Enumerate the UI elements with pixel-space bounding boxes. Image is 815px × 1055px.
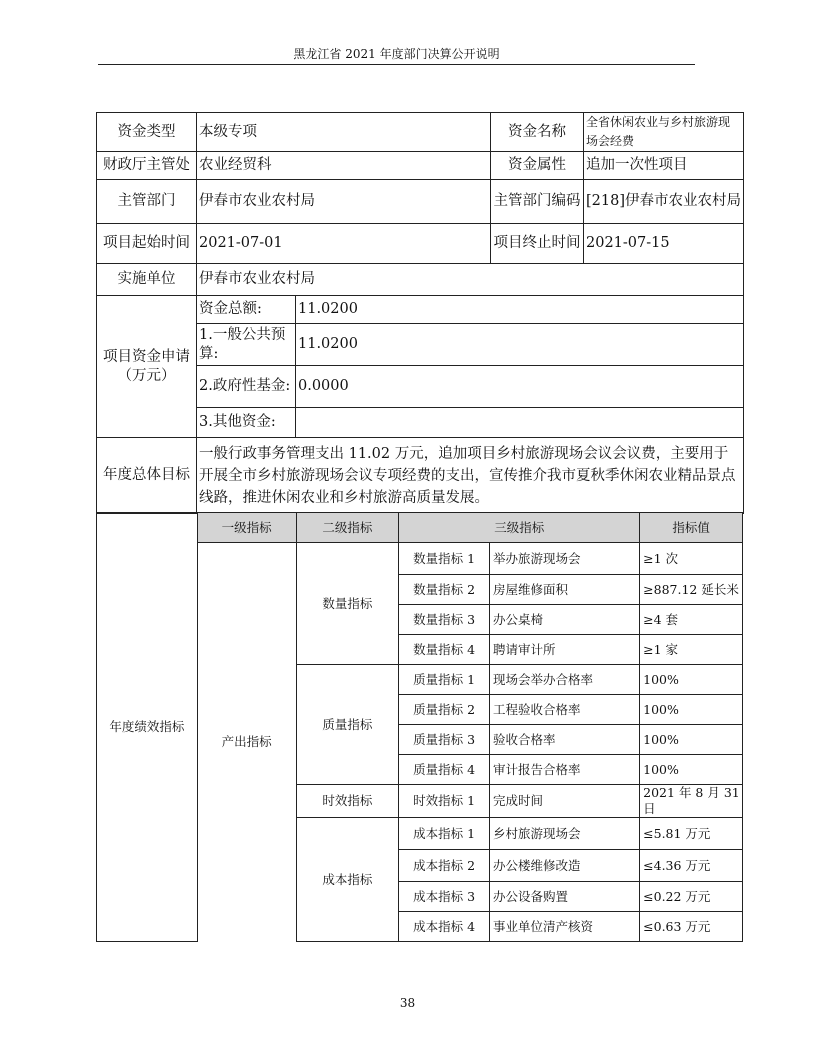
output-indicator-label: 产出指标 <box>197 543 296 942</box>
group-name-quantity: 数量指标 <box>296 543 399 665</box>
total-label: 资金总额: <box>197 296 296 324</box>
indicator-code: 时效指标 1 <box>399 785 490 818</box>
fund-attr-value: 追加一次性项目 <box>584 152 744 180</box>
fund-apply-label: 项目资金申请（万元） <box>97 296 197 438</box>
annual-perf-label: 年度绩效指标 <box>97 513 198 942</box>
group-name-timeliness: 时效指标 <box>296 785 399 818</box>
indicator-code: 数量指标 2 <box>399 575 490 605</box>
general-budget-label: 1.一般公共预算: <box>197 324 296 366</box>
dept-label: 主管部门 <box>97 180 197 224</box>
indicator-name: 房屋维修面积 <box>489 575 639 605</box>
indicator-code: 成本指标 3 <box>399 882 490 912</box>
general-budget-value: 11.0200 <box>296 324 744 366</box>
fund-name-value: 全省休闲农业与乡村旅游现场会经费 <box>584 113 744 152</box>
end-date-value: 2021-07-15 <box>584 224 744 264</box>
header-level2: 二级指标 <box>296 513 399 543</box>
indicator-value: ≤0.63 万元 <box>640 912 743 942</box>
other-fund-value <box>296 408 744 438</box>
indicator-value: ≤4.36 万元 <box>640 850 743 882</box>
indicator-code: 质量指标 4 <box>399 755 490 785</box>
start-date-label: 项目起始时间 <box>97 224 197 264</box>
dept-value: 伊春市农业农村局 <box>197 180 491 224</box>
indicator-name: 现场会举办合格率 <box>489 665 639 695</box>
indicator-code: 成本指标 2 <box>399 850 490 882</box>
indicator-name: 办公楼维修改造 <box>489 850 639 882</box>
indicator-value: 2021 年 8 月 31 日 <box>640 785 743 818</box>
other-fund-label: 3.其他资金: <box>197 408 296 438</box>
indicator-code: 数量指标 3 <box>399 605 490 635</box>
page-number: 38 <box>399 996 416 1010</box>
gov-fund-value: 0.0000 <box>296 366 744 408</box>
indicator-name: 验收合格率 <box>489 725 639 755</box>
indicator-code: 质量指标 3 <box>399 725 490 755</box>
header-level1: 一级指标 <box>197 513 296 543</box>
indicator-name: 办公设备购置 <box>489 882 639 912</box>
indicator-code: 成本指标 4 <box>399 912 490 942</box>
end-date-label: 项目终止时间 <box>491 224 584 264</box>
fund-attr-label: 资金属性 <box>491 152 584 180</box>
start-date-value: 2021-07-01 <box>197 224 491 264</box>
indicator-value: ≥4 套 <box>640 605 743 635</box>
indicator-code: 质量指标 1 <box>399 665 490 695</box>
indicator-name: 举办旅游现场会 <box>489 543 639 575</box>
finance-dept-label: 财政厅主管处 <box>97 152 197 180</box>
indicator-code: 质量指标 2 <box>399 695 490 725</box>
indicator-value: ≥1 次 <box>640 543 743 575</box>
header-level3: 三级指标 <box>399 513 640 543</box>
indicator-value: ≥887.12 延长米 <box>640 575 743 605</box>
project-info-table <box>96 112 744 514</box>
dept-code-value: [218]伊春市农业农村局 <box>584 180 744 224</box>
indicator-value: 100% <box>640 695 743 725</box>
indicator-value: 100% <box>640 725 743 755</box>
indicator-name: 完成时间 <box>489 785 639 818</box>
impl-unit-label: 实施单位 <box>97 264 197 296</box>
indicator-name: 事业单位清产核资 <box>489 912 639 942</box>
header-value: 指标值 <box>640 513 743 543</box>
indicator-value: ≤0.22 万元 <box>640 882 743 912</box>
indicator-code: 数量指标 1 <box>399 543 490 575</box>
indicator-name: 审计报告合格率 <box>489 755 639 785</box>
annual-goal-label: 年度总体目标 <box>97 438 197 514</box>
page-header: 黑龙江省 2021 年度部门决算公开说明 <box>98 44 695 65</box>
annual-goal-text: 一般行政事务管理支出 11.02 万元，追加项目乡村旅游现场会议会议费，主要用于开展全市乡村旅游现场会议专项经费的支出，宣传推介我市夏秋季休闲农业精品景点线路，推进休闲农业和乡村旅游高质量发展。 <box>197 438 744 514</box>
fund-type-value: 本级专项 <box>197 113 491 152</box>
indicator-value: 100% <box>640 665 743 695</box>
fund-name-label: 资金名称 <box>491 113 584 152</box>
indicator-name: 办公桌椅 <box>489 605 639 635</box>
impl-unit-value: 伊春市农业农村局 <box>197 264 744 296</box>
gov-fund-label: 2.政府性基金: <box>197 366 296 408</box>
indicator-code: 成本指标 1 <box>399 818 490 850</box>
indicator-value: ≤5.81 万元 <box>640 818 743 850</box>
group-name-cost: 成本指标 <box>296 818 399 942</box>
dept-code-label: 主管部门编码 <box>491 180 584 224</box>
finance-dept-value: 农业经贸科 <box>197 152 491 180</box>
group-name-quality: 质量指标 <box>296 665 399 785</box>
indicator-name: 乡村旅游现场会 <box>489 818 639 850</box>
indicator-name: 聘请审计所 <box>489 635 639 665</box>
performance-table <box>96 512 743 942</box>
indicator-name: 工程验收合格率 <box>489 695 639 725</box>
total-value: 11.0200 <box>296 296 744 324</box>
fund-type-label: 资金类型 <box>97 113 197 152</box>
indicator-value: 100% <box>640 755 743 785</box>
indicator-value: ≥1 家 <box>640 635 743 665</box>
indicator-code: 数量指标 4 <box>399 635 490 665</box>
